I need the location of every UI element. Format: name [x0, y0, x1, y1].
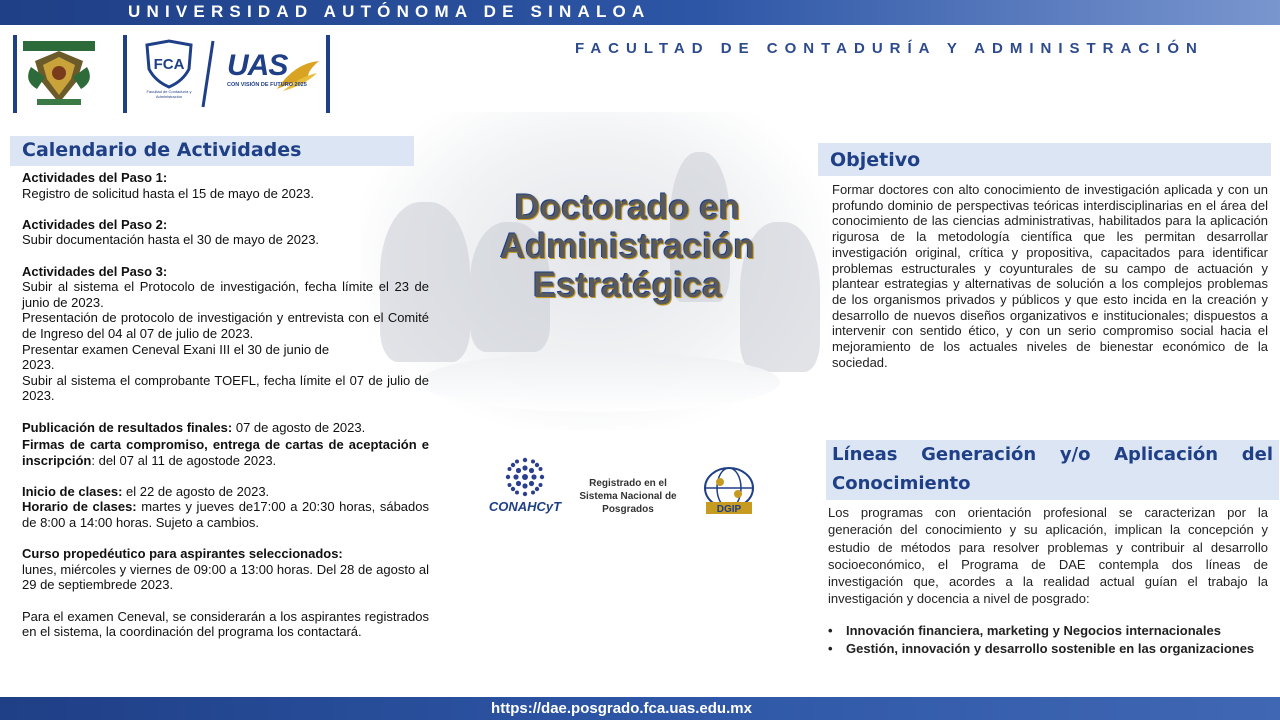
- logo-divider: [123, 35, 127, 113]
- top-banner: [0, 0, 1280, 25]
- dgip-logo: [700, 464, 758, 516]
- uas-tagline: CON VISIÓN DE FUTURO 2025: [227, 82, 307, 88]
- logo-divider: [13, 35, 17, 113]
- horario-line: [22, 499, 429, 530]
- paso3-item: Presentar examen Ceneval Exani III el 30 de junio de 2023.: [22, 341, 330, 373]
- fca-logo-text: FCA: [153, 56, 185, 73]
- registro-sistema-nacional: Registrado en el Sistema Nacional de Posgrados: [579, 478, 677, 515]
- inicio-date: el 22 de agosto de 2023.: [122, 483, 270, 499]
- uas-crest-logo: [21, 37, 97, 109]
- paso3-label: Actividades del Paso 3:: [22, 263, 168, 279]
- firmas-date: : del 07 al 11 de agostode 2023.: [91, 452, 277, 468]
- inicio-line: [22, 484, 429, 500]
- eagle-wing-icon: [275, 59, 321, 95]
- university-name: UNIVERSIDAD AUTÓNOMA DE SINALOA: [128, 2, 651, 21]
- uas-logo-text: UAS: [227, 49, 288, 82]
- program-url-link[interactable]: https://dae.posgrado.fca.uas.edu.mx: [491, 700, 752, 717]
- propedeutico-label: Curso propedéutico para aspirantes seleccionados:: [22, 546, 343, 562]
- resultados-date: 07 de agosto de 2023.: [232, 419, 366, 435]
- lineas-heading: [826, 440, 1279, 500]
- footer-bar: [0, 697, 1280, 720]
- horario-label: Horario de clases:: [22, 499, 137, 515]
- paso3-item: Presentación de protocolo de investigación y entrevista con el Comité de Ingreso del 04 al 07 de julio de 2023.: [22, 310, 429, 341]
- meeting-table: [420, 352, 780, 412]
- fca-subtitle: Facultad de Contaduría y Administración: [146, 89, 192, 99]
- list-item: • Innovación financiera, marketing y Negocios internacionales: [828, 622, 1268, 640]
- objetivo-text: Formar doctores con alto conocimiento de investigación aplicada y con un profundo dominio de perspectivas teóricas interdisciplinarias en el área del conocimiento de las ciencias administrativas, habilitados para la aplicación rigurosa de la metodología científica que les permitan desarrollar investigación original, crítica y propositiva, capacitados para identificar problemas estructurales y coyunturales de su campo de actuación y plantear estrategias y alternativas de solución a los complejos problemas de los organismos privados y públicos y que esto incida en la creación y desarrollo de nuevos diseños organizativos e institucionales; dispuestos a intervenir con sentido ético, y con un serio compromiso social hacia el mejoramiento de los actuales niveles de bienestar económico de la sociedad.: [832, 182, 1268, 370]
- paso1-label: Actividades del Paso 1:: [22, 170, 168, 185]
- calendar-section: [22, 170, 429, 640]
- faculty-name: FACULTAD DE CONTADURÍA Y ADMINISTRACIÓN: [575, 40, 1204, 57]
- list-item: • Gestión, innovación y desarrollo sostenible en las organizaciones: [828, 640, 1268, 658]
- conahcyt-logo: [480, 457, 570, 519]
- inicio-label: Inicio de clases:: [22, 483, 123, 499]
- resultados-line: [22, 420, 429, 436]
- objetivo-heading: Objetivo: [818, 143, 1271, 176]
- horario-text: martes y jueves de17:00 a 20:30 horas, sábados de 8:00 a 14:00 horas. Sujeto a cambios.: [22, 499, 429, 531]
- lineas-list: [828, 622, 1268, 657]
- conahcyt-name: CONAHCyT: [488, 499, 562, 514]
- firmas-line: [22, 437, 429, 468]
- lineas-description: Los programas con orientación profesional se caracterizan por la generación del conocimiento y su aplicación, implican la concepción y estudio de métodos para resolver problemas y contribuir al desarrollo socioeconómico, el Programa de DAE contempla dos líneas de investigación que, acordes a la realidad actual guían el trabajo la investigación y docencia a nivel de posgrado:: [828, 505, 1268, 607]
- logos-strip: [13, 35, 330, 113]
- paso3-item: Subir al sistema el Protocolo de investigación, fecha límite el 23 de junio de 2023.: [22, 279, 429, 310]
- fca-logo: [143, 39, 195, 105]
- lineas-heading-line: Conocimiento: [832, 473, 971, 494]
- conahcyt-dots-icon: [505, 457, 545, 497]
- lineas-heading-line: Líneas Generación y/o Aplicación del: [832, 444, 1273, 465]
- uas-logo: [223, 49, 319, 109]
- logo-divider: [326, 35, 330, 113]
- fca-shield-icon: [143, 39, 195, 89]
- paso2-label: Actividades del Paso 2:: [22, 216, 168, 232]
- program-title-line: Estratégica: [533, 266, 722, 305]
- resultados-label: Publicación de resultados finales:: [22, 419, 233, 435]
- program-title: [470, 188, 785, 305]
- program-title-line: Administración: [500, 227, 755, 266]
- paso3-item: Subir al sistema el comprobante TOEFL, fecha límite el 07 de julio de 2023.: [22, 372, 429, 404]
- propedeutico-text: lunes, miércoles y viernes de 09:00 a 13:00 horas. Del 28 de agosto al 29 de septiembrede 2023.: [22, 561, 429, 593]
- calendar-heading: Calendario de Actividades: [10, 136, 414, 166]
- dgip-text: DGIP: [716, 504, 742, 515]
- paso2-text: Subir documentación hasta el 30 de mayo de 2023.: [22, 232, 320, 248]
- paso1-text: Registro de solicitud hasta el 15 de mayo de 2023.: [22, 185, 314, 201]
- program-title-line: Doctorado en: [514, 188, 741, 227]
- firmas-label: Firmas de carta compromiso, entrega de cartas de aceptación e inscripción: [22, 437, 429, 468]
- slash-divider-icon: [201, 39, 215, 109]
- ceneval-note: Para el examen Ceneval, se considerarán a los aspirantes registrados en el sistema, la coordinación del programa los contactará.: [22, 608, 429, 640]
